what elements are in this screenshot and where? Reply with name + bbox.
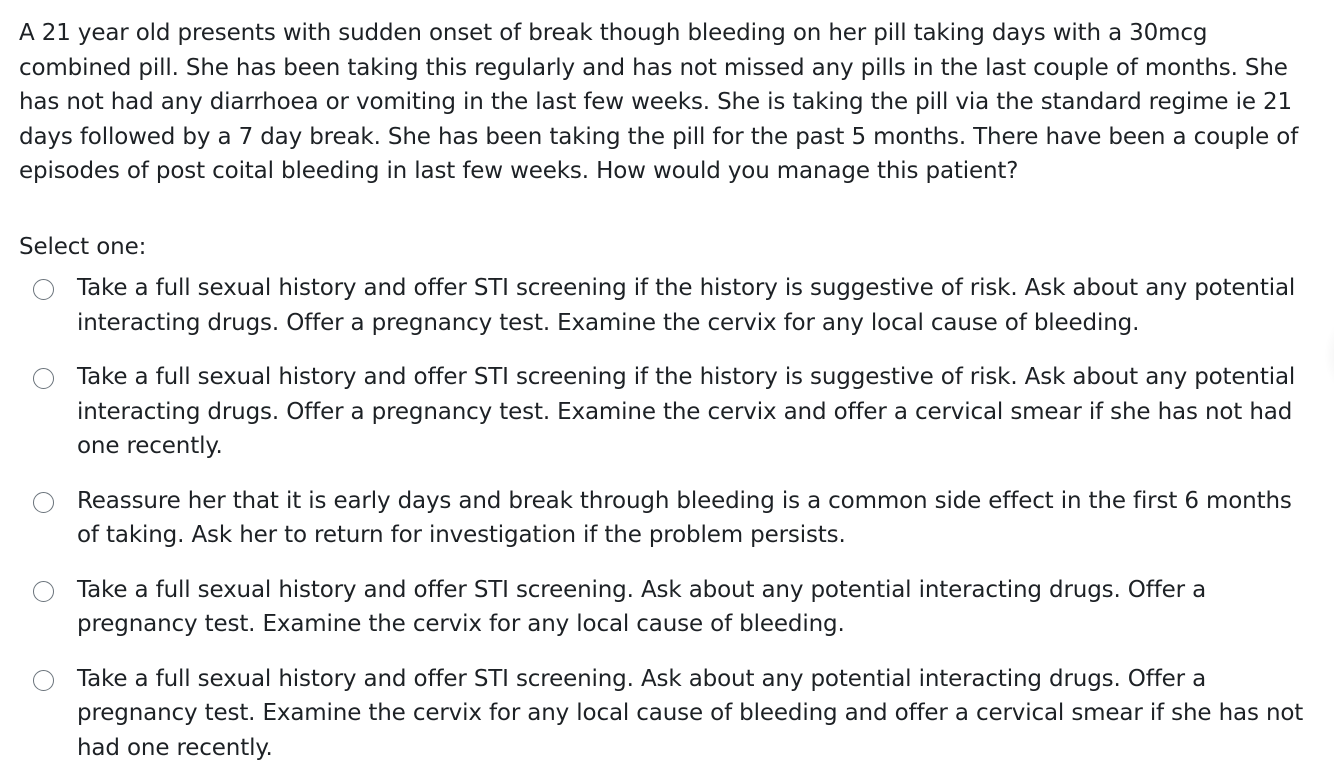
answer-option-5[interactable] xyxy=(30,662,1320,766)
answer-option-1-label[interactable]: Take a full sexual history and offer STI screening if the history is suggestive of risk. Ask about any potential interacting drugs. Offer a pregnancy test. Examine the cervix for any local cause of bleeding. xyxy=(77,275,1296,336)
answer-option-3-label[interactable]: Reassure her that it is early days and break through bleeding is a common side effect in the first 6 months of taking. Ask her to return for investigation if the problem persists. xyxy=(77,487,1292,548)
answer-option-5-label[interactable]: Take a full sexual history and offer STI screening. Ask about any potential interacting drugs. Offer a pregnancy test. Examine the cervix for any local cause of bleeding and offer a cervical smear if she has not had one recently. xyxy=(77,665,1304,761)
answer-options xyxy=(30,271,1320,781)
answer-option-4-label[interactable]: Take a full sexual history and offer STI screening. Ask about any potential interacting drugs. Offer a pregnancy test. Examine the cervix for any local cause of bleeding. xyxy=(77,576,1207,637)
answer-option-2-label[interactable]: Take a full sexual history and offer STI screening if the history is suggestive of risk. Ask about any potential interacting drugs. Offer a pregnancy test. Examine the cervix and offer a cervical smear if she has not had one recently. xyxy=(77,364,1296,459)
answer-option-1[interactable] xyxy=(30,271,1320,340)
radio-button-4[interactable] xyxy=(33,581,54,602)
edge-scroll-shadow xyxy=(1324,320,1334,390)
radio-button-1[interactable] xyxy=(33,279,54,300)
answer-option-4[interactable] xyxy=(30,573,1320,642)
radio-button-5[interactable] xyxy=(33,670,54,691)
radio-button-3[interactable] xyxy=(33,492,54,513)
select-one-prompt: Select one: xyxy=(19,234,147,260)
question-text: A 21 year old presents with sudden onset of break though bleeding on her pill taking days with a 30mcg combined pill. She has been taking this regularly and has not missed any pills in the last couple of months. She has not had any diarrhoea or vomiting in the last few weeks. She is taking the pill via the standard regime ie 21 days followed by a 7 day break. She has been taking the pill for the past 5 months. There have been a couple of episodes of post coital bleeding in last few weeks. How would you manage this patient? xyxy=(19,20,1299,184)
answer-option-3[interactable] xyxy=(30,484,1320,553)
answer-option-2[interactable] xyxy=(30,360,1320,464)
radio-button-2[interactable] xyxy=(33,368,54,389)
